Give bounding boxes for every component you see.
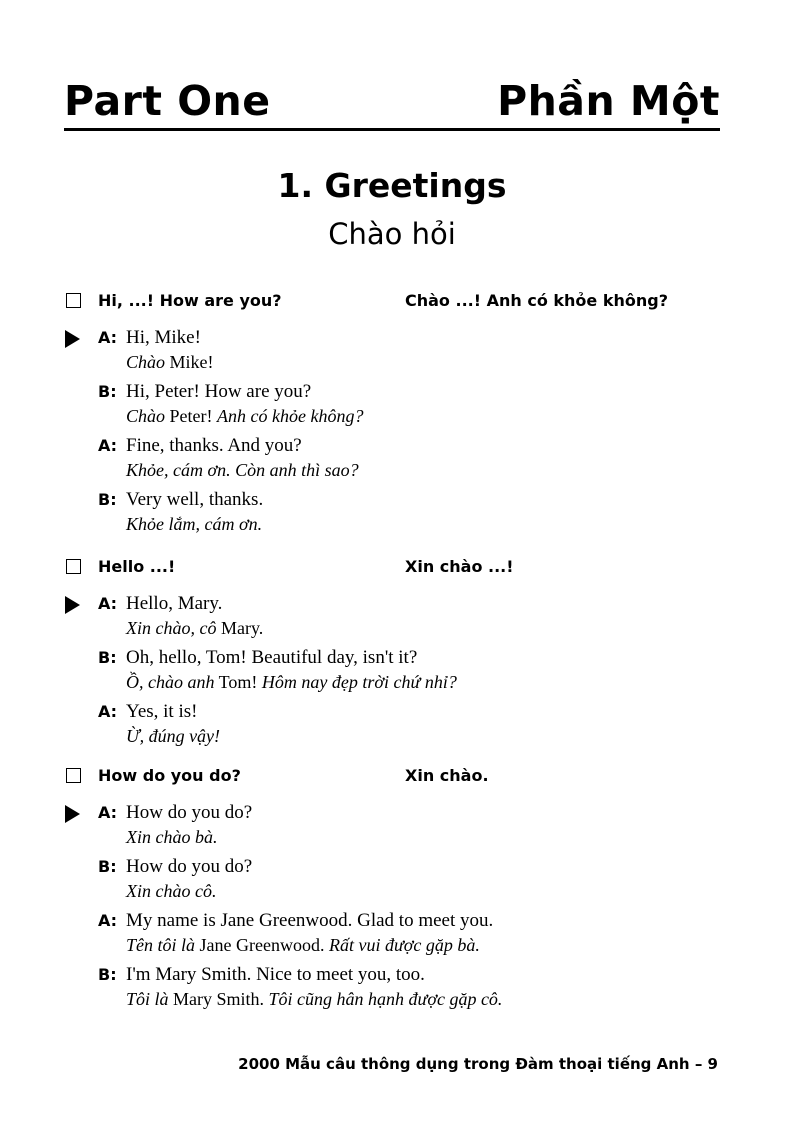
part-title-vietnamese: Phần Một bbox=[497, 77, 720, 125]
translation-italic-segment: Anh có khỏe không? bbox=[217, 406, 364, 426]
vietnamese-line bbox=[126, 933, 480, 957]
dialogue bbox=[64, 800, 724, 1014]
phrase-vietnamese: Xin chào ...! bbox=[405, 557, 514, 576]
speaker-label: A: bbox=[98, 328, 118, 347]
translation-italic-segment: Ồ, chào anh bbox=[126, 672, 215, 692]
play-arrow-icon bbox=[65, 596, 80, 614]
english-line: My name is Jane Greenwood. Glad to meet you. bbox=[126, 910, 494, 931]
translation-italic-segment: Ừ, đúng vậy! bbox=[126, 726, 221, 746]
vietnamese-line bbox=[126, 724, 220, 748]
page-header bbox=[64, 74, 720, 131]
play-arrow-icon bbox=[65, 805, 80, 823]
phrase-vietnamese: Chào ...! Anh có khỏe không? bbox=[405, 291, 668, 310]
dialogue-line bbox=[64, 433, 724, 485]
speaker-label: B: bbox=[98, 857, 117, 876]
english-line: I'm Mary Smith. Nice to meet you, too. bbox=[126, 964, 425, 985]
dialogue-line bbox=[64, 854, 724, 906]
chapter-subtitle: Chào hỏi bbox=[328, 217, 456, 251]
dialogue-line bbox=[64, 379, 724, 431]
dialogue-line bbox=[64, 962, 724, 1014]
translation-italic-segment: Tôi cũng hân hạnh được gặp cô. bbox=[268, 989, 503, 1009]
translation-name-segment: Mary Smith. bbox=[168, 989, 269, 1009]
english-line: How do you do? bbox=[126, 856, 253, 877]
translation-italic-segment: Chào bbox=[126, 352, 166, 372]
translation-italic-segment: Khỏe lắm, cám ơn. bbox=[126, 514, 263, 534]
english-line: Hello, Mary. bbox=[126, 593, 223, 614]
speaker-label: B: bbox=[98, 382, 117, 401]
speaker-label: A: bbox=[98, 911, 118, 930]
speaker-label: B: bbox=[98, 965, 117, 984]
translation-name-segment: Tom! bbox=[214, 672, 262, 692]
dialogue-line bbox=[64, 800, 724, 852]
phrase-section bbox=[64, 555, 724, 753]
english-line: Yes, it is! bbox=[126, 701, 198, 722]
dialogue-line bbox=[64, 325, 724, 377]
translation-italic-segment: Xin chào bà. bbox=[126, 827, 218, 847]
dialogue bbox=[64, 591, 724, 751]
english-line: Hi, Mike! bbox=[126, 327, 201, 348]
translation-italic-segment: Xin chào cô. bbox=[126, 881, 217, 901]
translation-italic-segment: Chào bbox=[126, 406, 166, 426]
section-heading bbox=[64, 289, 724, 317]
translation-italic-segment: Hôm nay đẹp trời chứ nhỉ? bbox=[261, 672, 457, 692]
checkbox-icon bbox=[66, 768, 81, 783]
translation-italic-segment: Rất vui được gặp bà. bbox=[328, 935, 480, 955]
vietnamese-line bbox=[126, 825, 218, 849]
section-heading bbox=[64, 764, 724, 792]
phrase-section bbox=[64, 289, 724, 541]
dialogue-line bbox=[64, 699, 724, 751]
translation-name-segment: Mary. bbox=[216, 618, 264, 638]
speaker-label: A: bbox=[98, 594, 118, 613]
vietnamese-line bbox=[126, 879, 216, 903]
translation-italic-segment: Tên tôi là bbox=[126, 935, 196, 955]
phrase-english: Hi, ...! How are you? bbox=[98, 291, 282, 310]
english-line: Hi, Peter! How are you? bbox=[126, 381, 312, 402]
translation-italic-segment: Khỏe, cám ơn. Còn anh thì sao? bbox=[126, 460, 359, 480]
play-arrow-icon bbox=[65, 330, 80, 348]
dialogue-line bbox=[64, 487, 724, 539]
english-line: Fine, thanks. And you? bbox=[126, 435, 302, 456]
phrase-vietnamese: Xin chào. bbox=[405, 766, 489, 785]
vietnamese-line bbox=[126, 458, 359, 482]
dialogue-line bbox=[64, 908, 724, 960]
part-title-english: Part One bbox=[64, 77, 271, 125]
speaker-label: A: bbox=[98, 702, 118, 721]
translation-italic-segment: Xin chào, cô bbox=[126, 618, 217, 638]
section-heading bbox=[64, 555, 724, 583]
phrase-english: Hello ...! bbox=[98, 557, 176, 576]
translation-italic-segment: Tôi là bbox=[126, 989, 169, 1009]
translation-name-segment: Jane Greenwood. bbox=[195, 935, 329, 955]
page-footer: 2000 Mẫu câu thông dụng trong Đàm thoại tiếng Anh – 9 bbox=[238, 1055, 718, 1073]
vietnamese-line bbox=[126, 350, 214, 374]
checkbox-icon bbox=[66, 293, 81, 308]
dialogue bbox=[64, 325, 724, 539]
speaker-label: A: bbox=[98, 803, 118, 822]
vietnamese-line bbox=[126, 987, 502, 1011]
translation-name-segment: Peter! bbox=[165, 406, 217, 426]
speaker-label: A: bbox=[98, 436, 118, 455]
vietnamese-line bbox=[126, 404, 363, 428]
translation-name-segment: Mike! bbox=[165, 352, 214, 372]
english-line: Very well, thanks. bbox=[126, 489, 264, 510]
english-line: Oh, hello, Tom! Beautiful day, isn't it? bbox=[126, 647, 418, 668]
speaker-label: B: bbox=[98, 490, 117, 509]
vietnamese-line bbox=[126, 670, 457, 694]
vietnamese-line bbox=[126, 616, 263, 640]
english-line: How do you do? bbox=[126, 802, 253, 823]
speaker-label: B: bbox=[98, 648, 117, 667]
vietnamese-line bbox=[126, 512, 262, 536]
checkbox-icon bbox=[66, 559, 81, 574]
phrase-section bbox=[64, 764, 724, 1016]
chapter-title: 1. Greetings bbox=[277, 166, 507, 205]
phrase-english: How do you do? bbox=[98, 766, 241, 785]
dialogue-line bbox=[64, 645, 724, 697]
dialogue-line bbox=[64, 591, 724, 643]
